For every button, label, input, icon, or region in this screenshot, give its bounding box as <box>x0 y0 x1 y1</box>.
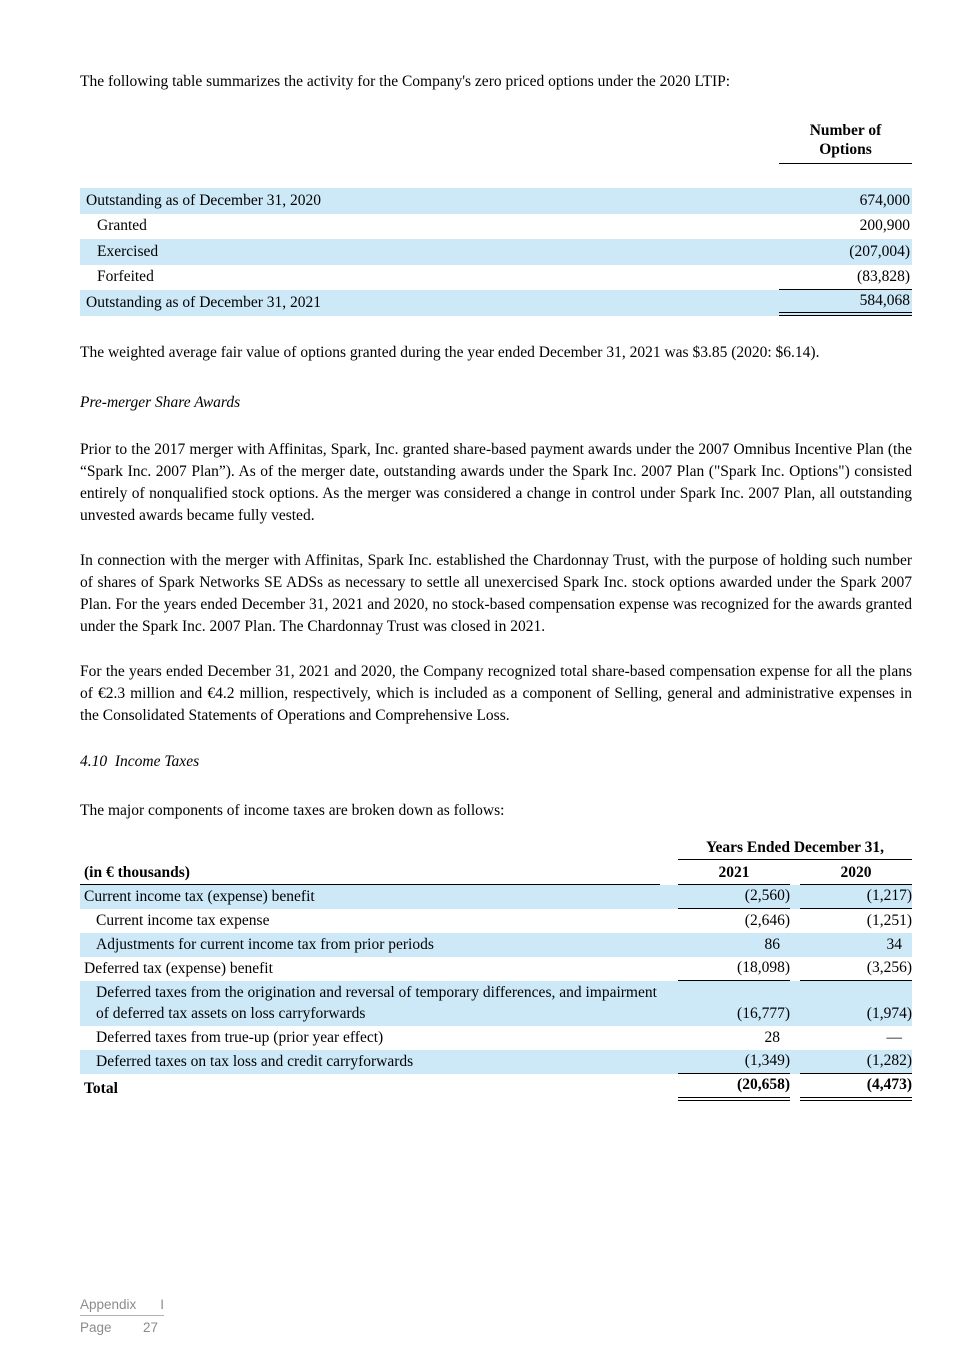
row-value: (207,004) <box>849 242 910 260</box>
appendix-label: Appendix <box>80 1297 137 1312</box>
row-value-2021: (2,646) <box>744 911 790 929</box>
row-value-2020: (4,473) <box>800 1074 912 1101</box>
options-table <box>80 188 912 316</box>
page-label: Page <box>80 1320 112 1335</box>
row-label: Granted <box>97 217 147 235</box>
row-label: Outstanding as of December 31, 2020 <box>86 191 322 209</box>
row-value-2021: 86 <box>764 935 780 953</box>
row-value-2021: (16,777) <box>737 1004 790 1022</box>
row-label: Deferred tax (expense) benefit <box>84 959 273 977</box>
row-value-2021: (2,560) <box>678 885 790 909</box>
row-value-2020: (1,282) <box>800 1050 912 1074</box>
premerger-paragraph-3: For the years ended December 31, 2021 and 2020, the Company recognized total share-based compensation expense for all the plans of €2.3 million and €4.2 million, respectively, which is included as a component of Selling, general and administrative expenses in the Consolidated Statements of Operations and Comprehensive Loss. <box>80 662 912 724</box>
appendix-number: I <box>160 1297 164 1312</box>
premerger-paragraph-1: Prior to the 2017 merger with Affinitas, Spark, Inc. granted share-based payment awards under the 2007 Omnibus Incentive Plan (the “Spark Inc. 2007 Plan”). As of the merger date, outstanding awards under the Spark Inc. 2007 Plan ("Spark Inc. Options") consisted entirely of nonqualified stock options. As the merger was considered a change in control under Spark Inc. 2007 Plan, all outstanding unvested awards became fully vested. <box>80 440 912 524</box>
row-value-2021: (1,349) <box>678 1050 790 1074</box>
row-label: Deferred taxes on tax loss and credit carryforwards <box>96 1052 414 1070</box>
row-label: Outstanding as of December 31, 2021 <box>86 293 322 311</box>
appendix-line <box>80 1296 164 1316</box>
table-row <box>80 957 912 981</box>
premerger-paragraph-2: In connection with the merger with Affinitas, Spark Inc. established the Chardonnay Trust, with the purpose of holding such number of shares of Spark Networks SE ADSs as necessary to settle all unexercised Spark Inc. stock options awarded under the Spark 2007 Plan. For the years ended December 31, 2021 and 2020, no stock-based compensation expense was recognized for the awards granted under the Spark Inc. 2007 Plan. The Chardonnay Trust was closed in 2021. <box>80 551 912 635</box>
row-value-2021: (18,098) <box>678 957 790 981</box>
table-row <box>80 1050 912 1074</box>
table-row <box>80 1026 912 1050</box>
options-header-line2: Options <box>819 141 872 158</box>
tax-table-column-headers <box>80 863 912 885</box>
intro-paragraph: The following table summarizes the activity for the Company's zero priced options under the 2020 LTIP: <box>80 73 731 90</box>
row-value-2020: (1,974) <box>866 1004 912 1022</box>
table-row <box>80 214 912 240</box>
row-label: Total <box>84 1079 118 1097</box>
row-label: Deferred taxes from the origination and reversal of temporary differences, and impairment of deferred tax assets on loss carryforwards <box>96 983 657 1022</box>
page-number-line <box>80 1319 158 1336</box>
row-value-2020: 34 <box>886 935 902 953</box>
document-content <box>80 0 912 1101</box>
row-value-2020: — <box>886 1028 902 1046</box>
table-row <box>80 265 912 291</box>
options-table-header <box>779 121 912 164</box>
row-value: 200,900 <box>859 217 910 235</box>
row-label: Deferred taxes from true-up (prior year effect) <box>96 1028 384 1046</box>
table-row <box>80 1074 912 1101</box>
premerger-heading: Pre-merger Share Awards <box>80 393 241 411</box>
row-value: 674,000 <box>859 191 910 209</box>
table-row <box>80 239 912 265</box>
table-row <box>80 885 912 909</box>
row-value-2020: (1,251) <box>866 911 912 929</box>
row-value-2020: (3,256) <box>800 957 912 981</box>
years-ended-header: Years Ended December 31, <box>678 838 912 860</box>
row-value: 584,068 <box>779 290 912 316</box>
row-label: Forfeited <box>97 268 154 286</box>
row-label: Exercised <box>97 242 159 260</box>
table-row <box>80 933 912 957</box>
table-row <box>80 981 912 1026</box>
table-row <box>80 188 912 214</box>
tax-table-rows <box>80 885 912 1101</box>
income-taxes-heading: 4.10 Income Taxes <box>80 752 200 770</box>
income-taxes-intro: The major components of income taxes are broken down as follows: <box>80 801 505 819</box>
column-header-2021: 2021 <box>678 863 790 885</box>
table-row <box>80 290 912 316</box>
table-row <box>80 909 912 933</box>
row-label: Current income tax (expense) benefit <box>84 887 315 905</box>
row-value-2021: (20,658) <box>678 1074 790 1101</box>
page-number: 27 <box>142 1320 158 1335</box>
income-tax-table <box>80 838 912 1101</box>
unit-label: (in € thousands) <box>80 863 660 885</box>
row-label: Adjustments for current income tax from prior periods <box>96 935 434 953</box>
row-value-2021: 28 <box>764 1028 780 1046</box>
options-header-line1: Number of <box>809 122 882 139</box>
fair-value-paragraph: The weighted average fair value of options granted during the year ended December 31, 2021 was $3.85 (2020: $6.14). <box>80 343 820 361</box>
row-value: (83,828) <box>779 265 912 291</box>
column-header-2020: 2020 <box>800 863 912 885</box>
row-value-2020: (1,217) <box>800 885 912 909</box>
row-label: Current income tax expense <box>96 911 270 929</box>
page-footer <box>80 1296 164 1336</box>
